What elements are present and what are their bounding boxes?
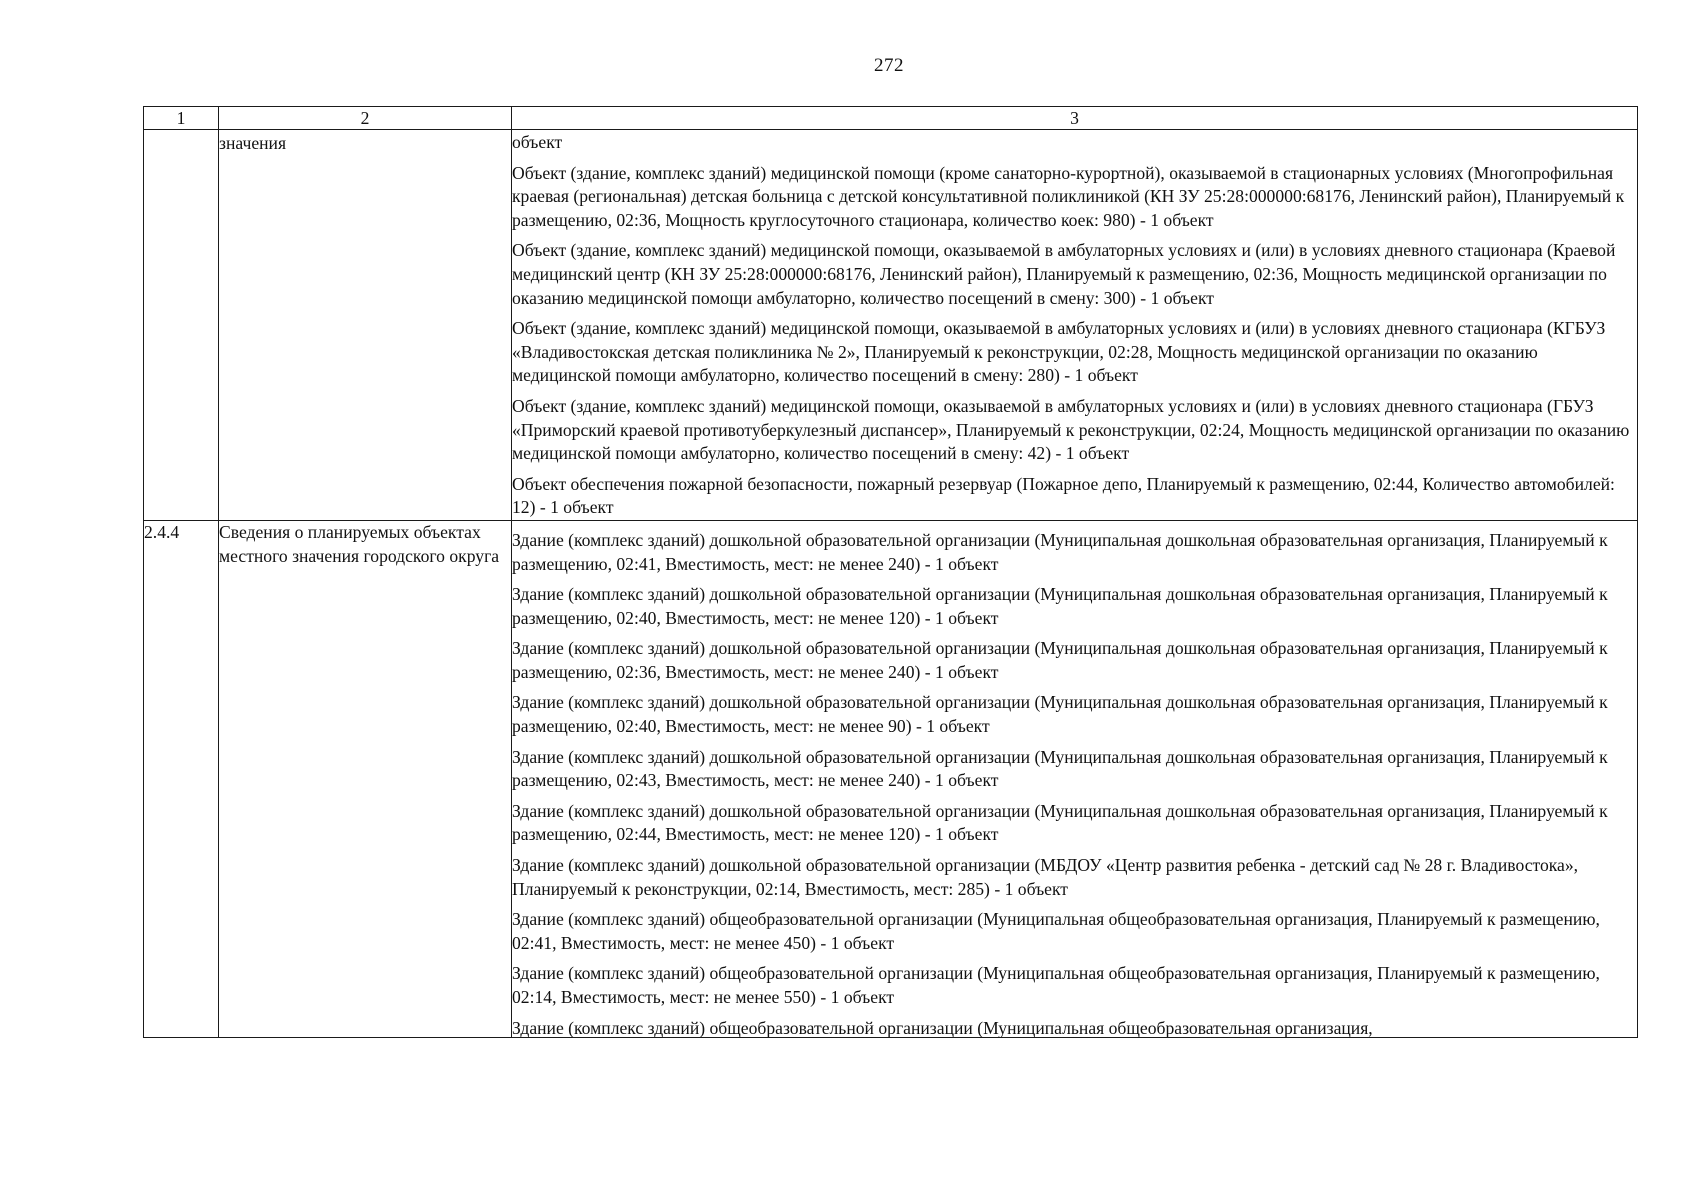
list-item: Объект (здание, комплекс зданий) медицинской помощи, оказываемой в амбулаторных условиях и (или) в условиях дневного стационара (Краевой медицинский центр (КН ЗУ 25:28:000000:68176, Ленинский район), Планируемый к размещению, 02:36, Мощность медицинской организации по оказанию медицинской помощи амбулаторно, количество посещений в смену: 300) - 1 объект: [512, 240, 1616, 308]
row-name-cell: Сведения о планируемых объектах местного значения городского округа: [219, 520, 512, 1037]
column-header-3: 3: [512, 107, 1638, 130]
row-entries-cell: [512, 520, 1638, 1037]
document-table: [143, 106, 1638, 1038]
column-header-1: 1: [144, 107, 219, 130]
table-row: [144, 520, 1638, 1037]
list-item: Объект (здание, комплекс зданий) медицинской помощи, оказываемой в амбулаторных условиях и (или) в условиях дневного стационара (ГБУЗ «Приморский краевой противотуберкулезный диспансер», Планируемый к реконструкции, 02:24, Мощность медицинской организации по оказанию медицинской помощи амбулаторно, количество посещений в смену: 42) - 1 объект: [512, 395, 1630, 464]
list-item: Здание (комплекс зданий) общеобразовательной организации (Муниципальная общеобразовательная организация,: [512, 1017, 1373, 1037]
row-number-cell: 2.4.4: [144, 520, 219, 1037]
row-number-cell: [144, 130, 219, 521]
table-row: [144, 130, 1638, 521]
list-item: Здание (комплекс зданий) дошкольной образовательной организации (Муниципальная дошкольная образовательная организация, Планируемый к размещению, 02:40, Вместимость, мест: не менее 120) - 1 объект: [512, 584, 1608, 628]
list-item: Здание (комплекс зданий) дошкольной образовательной организации (Муниципальная дошкольная образовательная организация, Планируемый к размещению, 02:40, Вместимость, мест: не менее 90) - 1 объект: [512, 692, 1608, 737]
row-entries-cell: [512, 130, 1638, 521]
list-item: Объект (здание, комплекс зданий) медицинской помощи, оказываемой в амбулаторных условиях и (или) в условиях дневного стационара (КГБУЗ «Владивостокская детская поликлиника № 2», Планируемый к реконструкции, 02:28, Мощность медицинской организации по оказанию медицинской помощи амбулаторно, количество посещений в смену: 280) - 1 объект: [512, 318, 1606, 386]
list-item: Здание (комплекс зданий) общеобразовательной организации (Муниципальная общеобразовательная организация, Планируемый к размещению, 02:14, Вместимость, мест: не менее 550) - 1 объект: [512, 963, 1600, 1007]
list-item: Здание (комплекс зданий) общеобразовательной организации (Муниципальная общеобразовательная организация, Планируемый к размещению, 02:41, Вместимость, мест: не менее 450) - 1 объект: [512, 909, 1600, 953]
page-number: 272: [874, 55, 904, 76]
list-item: Здание (комплекс зданий) дошкольной образовательной организации (Муниципальная дошкольная образовательная организация, Планируемый к размещению, 02:36, Вместимость, мест: не менее 240) - 1 объект: [512, 638, 1608, 682]
table-header-row: [144, 107, 1638, 130]
list-item: объект: [512, 132, 563, 152]
list-item: Здание (комплекс зданий) дошкольной образовательной организации (МБДОУ «Центр развития ребенка - детский сад № 28 г. Владивостока», Планируемый к реконструкции, 02:14, Вместимость, мест: 285) - 1 объект: [512, 855, 1579, 899]
list-item: Здание (комплекс зданий) дошкольной образовательной организации (Муниципальная дошкольная образовательная организация, Планируемый к размещению, 02:41, Вместимость, мест: не менее 240) - 1 объект: [512, 529, 1608, 574]
row-name-cell: значения: [219, 130, 512, 521]
list-item: Здание (комплекс зданий) дошкольной образовательной организации (Муниципальная дошкольная образовательная организация, Планируемый к размещению, 02:44, Вместимость, мест: не менее 120) - 1 объект: [512, 800, 1608, 845]
list-item: Объект (здание, комплекс зданий) медицинской помощи (кроме санаторно-курортной), оказываемой в стационарных условиях (Многопрофильная краевая (региональная) детская больница с детской консультативной поликлиникой (КН ЗУ 25:28:000000:68176, Ленинский район), Планируемый к размещению, 02:36, Мощность круглосуточного стационара, количество коек: 980) - 1 объект: [512, 162, 1625, 230]
column-header-2: 2: [219, 107, 512, 130]
list-item: Объект обеспечения пожарной безопасности, пожарный резервуар (Пожарное депо, Планируемый к размещению, 02:44, Количество автомобилей: 12) - 1 объект: [512, 473, 1615, 518]
list-item: Здание (комплекс зданий) дошкольной образовательной организации (Муниципальная дошкольная образовательная организация, Планируемый к размещению, 02:43, Вместимость, мест: не менее 240) - 1 объект: [512, 746, 1608, 791]
